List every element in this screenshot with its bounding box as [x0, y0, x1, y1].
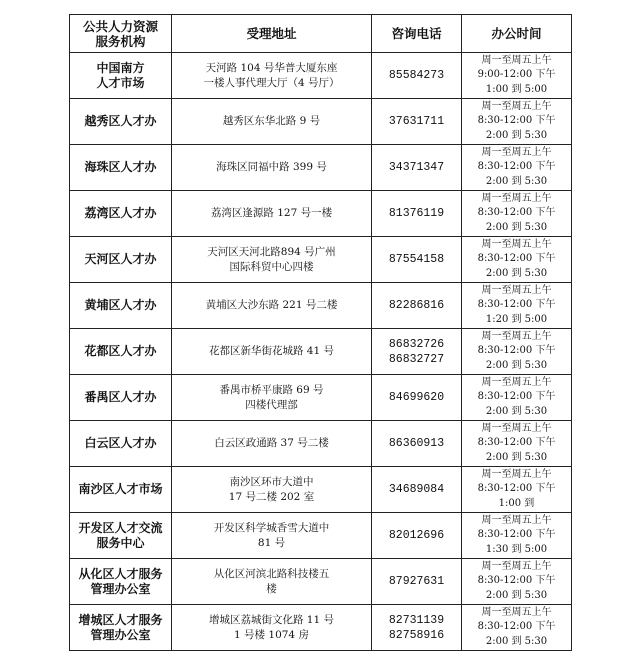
table-row — [70, 145, 572, 191]
header-hours: 办公时间 — [462, 15, 572, 53]
table-row — [70, 283, 572, 329]
office-hours-line: 周一至周五上午 — [481, 606, 552, 618]
office-hours-line: 8:30-12:00 下午 — [477, 253, 556, 265]
office-hours-cell — [462, 191, 572, 237]
office-hours-line: 8:30-12:00 下午 — [477, 437, 556, 449]
header-organization: 公共人力资源 服务机构 — [70, 15, 172, 53]
office-hours-cell — [462, 283, 572, 329]
office-hours-cell — [462, 513, 572, 559]
phone-cell: 86832726 86832727 — [372, 329, 462, 375]
office-hours-line: 1:00 到 — [498, 497, 535, 509]
address-cell: 黄埔区大沙东路 221 号二楼 — [172, 283, 372, 329]
office-hours-line: 周一至周五上午 — [481, 192, 552, 204]
office-hours-line: 1:30 到 5:00 — [485, 543, 548, 555]
office-hours-line: 周一至周五上午 — [481, 376, 552, 388]
organization-cell: 番禺区人才办 — [70, 375, 172, 421]
table-row — [70, 605, 572, 651]
office-hours-line: 周一至周五上午 — [481, 100, 552, 112]
organization-cell: 黄埔区人才办 — [70, 283, 172, 329]
office-hours-cell — [462, 421, 572, 467]
phone-cell: 87554158 — [372, 237, 462, 283]
address-cell: 番禺市桥平康路 69 号 四楼代理部 — [172, 375, 372, 421]
office-hours-line: 2:00 到 5:30 — [485, 221, 548, 233]
office-hours-line: 周一至周五上午 — [481, 284, 552, 296]
office-hours-cell — [462, 329, 572, 375]
address-cell: 天河路 104 号华普大厦东座 一楼人事代理大厅（4 号厅） — [172, 53, 372, 99]
office-hours-line: 1:20 到 5:00 — [485, 313, 548, 325]
address-cell: 荔湾区逢源路 127 号一楼 — [172, 191, 372, 237]
office-hours-line: 2:00 到 5:30 — [485, 451, 548, 463]
office-hours-line: 周一至周五上午 — [481, 54, 552, 66]
office-hours-line: 8:30-12:00 下午 — [477, 391, 556, 403]
office-hours-line: 周一至周五上午 — [481, 560, 552, 572]
organization-cell: 海珠区人才办 — [70, 145, 172, 191]
organization-cell: 花都区人才办 — [70, 329, 172, 375]
office-hours-line: 2:00 到 5:30 — [485, 175, 548, 187]
address-cell: 从化区河滨北路科技楼五 楼 — [172, 559, 372, 605]
phone-cell: 82012696 — [372, 513, 462, 559]
organization-cell: 开发区人才交流 服务中心 — [70, 513, 172, 559]
organization-cell: 南沙区人才市场 — [70, 467, 172, 513]
header-address: 受理地址 — [172, 15, 372, 53]
table-row — [70, 375, 572, 421]
office-hours-line: 1:00 到 5:00 — [485, 83, 548, 95]
phone-cell: 81376119 — [372, 191, 462, 237]
table-row — [70, 53, 572, 99]
office-hours-cell — [462, 53, 572, 99]
organization-cell: 荔湾区人才办 — [70, 191, 172, 237]
office-hours-cell — [462, 559, 572, 605]
address-cell: 越秀区东华北路 9 号 — [172, 99, 372, 145]
table-row — [70, 559, 572, 605]
organization-cell: 天河区人才办 — [70, 237, 172, 283]
header-phone: 咨询电话 — [372, 15, 462, 53]
phone-cell: 86360913 — [372, 421, 462, 467]
office-hours-cell — [462, 145, 572, 191]
phone-cell: 34371347 — [372, 145, 462, 191]
address-cell: 南沙区环市大道中 17 号二楼 202 室 — [172, 467, 372, 513]
office-hours-cell — [462, 467, 572, 513]
office-hours-line: 9:00-12:00 下午 — [477, 69, 556, 81]
phone-cell: 82731139 82758916 — [372, 605, 462, 651]
office-hours-line: 周一至周五上午 — [481, 422, 552, 434]
table-row — [70, 191, 572, 237]
table-body — [70, 53, 572, 651]
table-row — [70, 467, 572, 513]
service-agency-table — [69, 14, 572, 651]
address-cell: 开发区科学城香雪大道中 81 号 — [172, 513, 372, 559]
office-hours-cell — [462, 605, 572, 651]
phone-cell: 34689084 — [372, 467, 462, 513]
office-hours-line: 2:00 到 5:30 — [485, 267, 548, 279]
table-row — [70, 237, 572, 283]
office-hours-cell — [462, 237, 572, 283]
organization-cell: 增城区人才服务 管理办公室 — [70, 605, 172, 651]
address-cell: 花都区新华街花城路 41 号 — [172, 329, 372, 375]
office-hours-line: 8:30-12:00 下午 — [477, 299, 556, 311]
phone-cell: 85584273 — [372, 53, 462, 99]
office-hours-line: 周一至周五上午 — [481, 514, 552, 526]
office-hours-line: 2:00 到 5:30 — [485, 359, 548, 371]
table-row — [70, 513, 572, 559]
organization-cell: 白云区人才办 — [70, 421, 172, 467]
office-hours-line: 周一至周五上午 — [481, 238, 552, 250]
office-hours-line: 8:30-12:00 下午 — [477, 207, 556, 219]
organization-cell: 中国南方 人才市场 — [70, 53, 172, 99]
office-hours-line: 8:30-12:00 下午 — [477, 161, 556, 173]
phone-cell: 87927631 — [372, 559, 462, 605]
office-hours-cell — [462, 375, 572, 421]
office-hours-line: 8:30-12:00 下午 — [477, 345, 556, 357]
office-hours-line: 8:30-12:00 下午 — [477, 483, 556, 495]
table-row — [70, 421, 572, 467]
table-row — [70, 99, 572, 145]
address-cell: 白云区政通路 37 号二楼 — [172, 421, 372, 467]
phone-cell: 82286816 — [372, 283, 462, 329]
organization-cell: 越秀区人才办 — [70, 99, 172, 145]
address-cell: 海珠区同福中路 399 号 — [172, 145, 372, 191]
office-hours-line: 8:30-12:00 下午 — [477, 529, 556, 541]
phone-cell: 84699620 — [372, 375, 462, 421]
office-hours-line: 2:00 到 5:30 — [485, 405, 548, 417]
office-hours-line: 2:00 到 5:30 — [485, 589, 548, 601]
office-hours-line: 8:30-12:00 下午 — [477, 575, 556, 587]
organization-cell: 从化区人才服务 管理办公室 — [70, 559, 172, 605]
office-hours-line: 8:30-12:00 下午 — [477, 115, 556, 127]
address-cell: 增城区荔城街文化路 11 号 1 号楼 1074 房 — [172, 605, 372, 651]
office-hours-line: 2:00 到 5:30 — [485, 635, 548, 647]
table-row — [70, 329, 572, 375]
office-hours-cell — [462, 99, 572, 145]
office-hours-line: 周一至周五上午 — [481, 468, 552, 480]
office-hours-line: 8:30-12:00 下午 — [477, 621, 556, 633]
phone-cell: 37631711 — [372, 99, 462, 145]
address-cell: 天河区天河北路894 号广州 国际科贸中心四楼 — [172, 237, 372, 283]
office-hours-line: 2:00 到 5:30 — [485, 129, 548, 141]
office-hours-line: 周一至周五上午 — [481, 330, 552, 342]
table-header-row — [70, 15, 572, 53]
office-hours-line: 周一至周五上午 — [481, 146, 552, 158]
